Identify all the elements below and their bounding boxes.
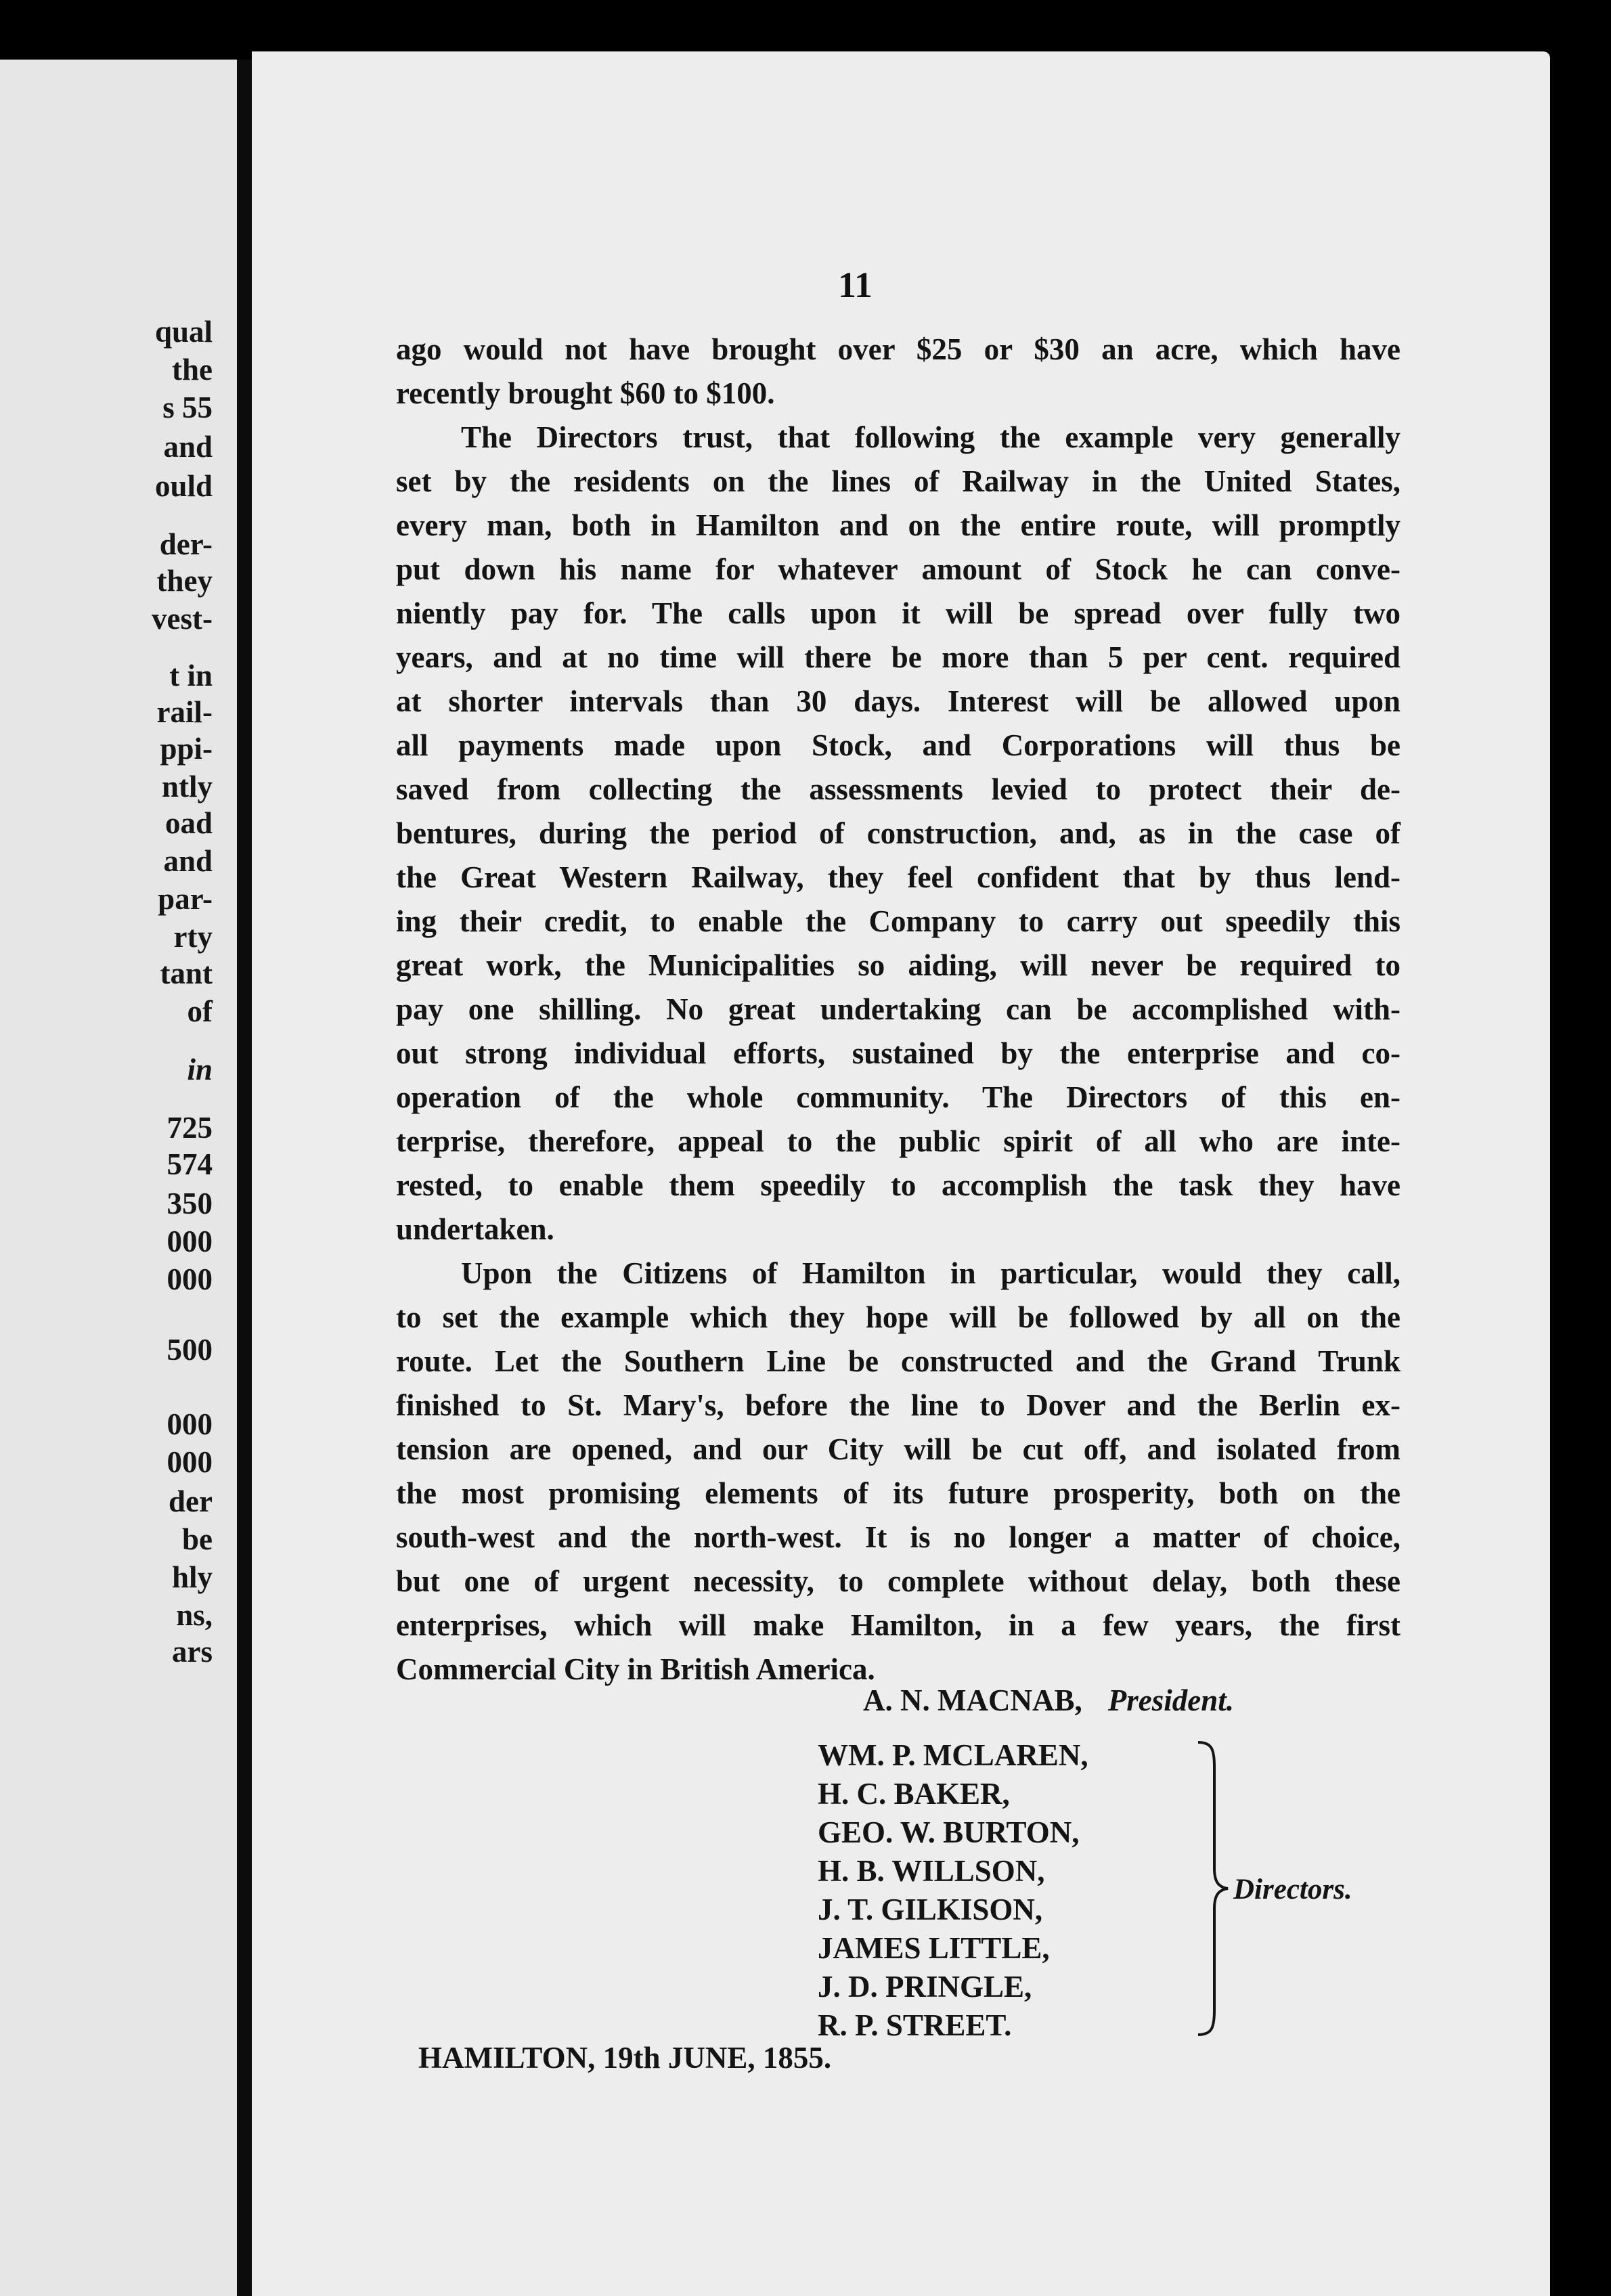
- left-page-fragment: and: [163, 844, 213, 878]
- left-page-fragment: 500: [167, 1333, 213, 1367]
- left-page-fragment: der: [169, 1484, 213, 1518]
- text-line: recently brought $60 to $100.: [396, 376, 775, 410]
- left-page-fragment: der-: [159, 527, 213, 561]
- directors-label: Directors.: [1233, 1874, 1352, 1905]
- left-page-fragment: be: [182, 1522, 213, 1556]
- left-page-edge: [0, 60, 237, 2296]
- left-page-fragment: rail-: [156, 695, 213, 729]
- text-line: the most promising elements of its future prosperity, both on the: [396, 1476, 1400, 1510]
- left-page-fragment: oad: [164, 806, 213, 840]
- text-line: ago would not have brought over $25 or $30 an acre, which have: [396, 332, 1400, 366]
- text-line: the Great Western Railway, they feel confident that by thus lend-: [396, 860, 1400, 894]
- text-line: tension are opened, and our City will be cut off, and isolated from: [396, 1432, 1400, 1466]
- left-page-fragment: the: [172, 353, 213, 387]
- director-name: GEO. W. BURTON,: [818, 1815, 1080, 1849]
- left-page-fragment: 000: [167, 1224, 213, 1258]
- director-name: JAMES LITTLE,: [818, 1931, 1050, 1965]
- text-line: operation of the whole community. The Directors of this en-: [396, 1080, 1400, 1114]
- text-line: out strong individual efforts, sustained by the enterprise and co-: [396, 1036, 1400, 1070]
- text-line: finished to St. Mary's, before the line to Dover and the Berlin ex-: [396, 1388, 1400, 1422]
- president-signature: [863, 1685, 1234, 1716]
- left-page-fragment: hly: [171, 1560, 213, 1594]
- text-line: but one of urgent necessity, to complete without delay, both these: [396, 1564, 1400, 1598]
- text-line: terprise, therefore, appeal to the public spirit of all who are inte-: [396, 1124, 1400, 1158]
- left-page-fragment: t in: [169, 659, 213, 692]
- director-name: J. T. GILKISON,: [818, 1893, 1043, 1926]
- paragraph: [396, 1252, 1400, 1692]
- left-page-fragment: ns,: [176, 1598, 213, 1632]
- left-page-fragment: vest-: [152, 602, 213, 636]
- text-line: years, and at no time will there be more than 5 per cent. required: [396, 640, 1400, 674]
- text-line: niently pay for. The calls upon it will be spread over fully two: [396, 596, 1400, 630]
- left-page-fragment: and: [163, 430, 213, 464]
- left-page-fragment: tant: [160, 956, 213, 990]
- text-line: The Directors trust, that following the example very generally: [461, 420, 1400, 454]
- text-line: rested, to enable them speedily to accomplish the task they have: [396, 1168, 1400, 1202]
- director-name: H. B. WILLSON,: [818, 1854, 1045, 1888]
- text-line: bentures, during the period of construction, and, as in the case of: [396, 816, 1400, 850]
- left-page-fragment: ars: [172, 1635, 213, 1669]
- left-page-fragment: 000: [167, 1407, 213, 1441]
- left-page-fragment: qual: [154, 315, 213, 349]
- text-line: Upon the Citizens of Hamilton in particular, would they call,: [461, 1256, 1400, 1290]
- director-name: J. D. PRINGLE,: [818, 1970, 1032, 2004]
- text-line: south-west and the north-west. It is no longer a matter of choice,: [396, 1520, 1400, 1554]
- text-line: every man, both in Hamilton and on the entire route, will promptly: [396, 508, 1400, 542]
- president-title: President.: [1107, 1683, 1234, 1717]
- text-line: set by the residents on the lines of Railway in the United States,: [396, 464, 1400, 498]
- text-line: at shorter intervals than 30 days. Interest will be allowed upon: [396, 684, 1400, 718]
- text-line: put down his name for whatever amount of Stock he can conve-: [396, 552, 1400, 586]
- book-gutter: [237, 60, 252, 2296]
- text-line: great work, the Municipalities so aiding, will never be required to: [396, 948, 1400, 982]
- text-line: saved from collecting the assessments levied to protect their de-: [396, 772, 1400, 806]
- left-page-fragment: of: [187, 994, 213, 1028]
- text-line: to set the example which they hope will be followed by all on the: [396, 1300, 1400, 1334]
- directors-brace: [1191, 1740, 1232, 2037]
- directors-list: [818, 1736, 1088, 2045]
- left-page-fragment: 350: [167, 1187, 213, 1220]
- left-page-fragment: they: [156, 564, 213, 598]
- left-page-fragment: 000: [167, 1445, 213, 1479]
- text-line: Commercial City in British America.: [396, 1652, 875, 1686]
- left-page-fragment: in: [187, 1053, 213, 1086]
- left-page-fragment: ntly: [161, 770, 213, 803]
- text-line: undertaken.: [396, 1212, 554, 1246]
- text-line: pay one shilling. No great undertaking can be accomplished with-: [396, 992, 1400, 1026]
- left-page-fragment: ould: [154, 469, 213, 503]
- president-name: A. N. MACNAB,: [863, 1683, 1082, 1717]
- paragraph: [396, 416, 1400, 1252]
- left-page-fragment: rty: [173, 920, 213, 954]
- director-name: H. C. BAKER,: [818, 1777, 1010, 1811]
- director-name: R. P. STREET.: [818, 2008, 1012, 2042]
- page-number: 11: [838, 265, 873, 305]
- left-page-fragment: 574: [167, 1147, 213, 1181]
- director-name: WM. P. MCLAREN,: [818, 1738, 1088, 1772]
- text-line: enterprises, which will make Hamilton, in a few years, the first: [396, 1608, 1400, 1642]
- left-page-fragment: 725: [167, 1111, 213, 1145]
- paragraph: [396, 328, 1400, 416]
- left-page-fragment: ppi-: [160, 732, 213, 766]
- body-text: [396, 328, 1400, 1692]
- date-line: HAMILTON, 19th JUNE, 1855.: [418, 2041, 832, 2075]
- text-line: route. Let the Southern Line be constructed and the Grand Trunk: [396, 1344, 1400, 1378]
- left-page-fragment: s 55: [162, 391, 213, 424]
- left-page-fragment: par-: [158, 882, 213, 916]
- text-line: ing their credit, to enable the Company to carry out speedily this: [396, 904, 1400, 938]
- text-line: all payments made upon Stock, and Corporations will thus be: [396, 728, 1400, 762]
- left-page-fragment: 000: [167, 1262, 213, 1296]
